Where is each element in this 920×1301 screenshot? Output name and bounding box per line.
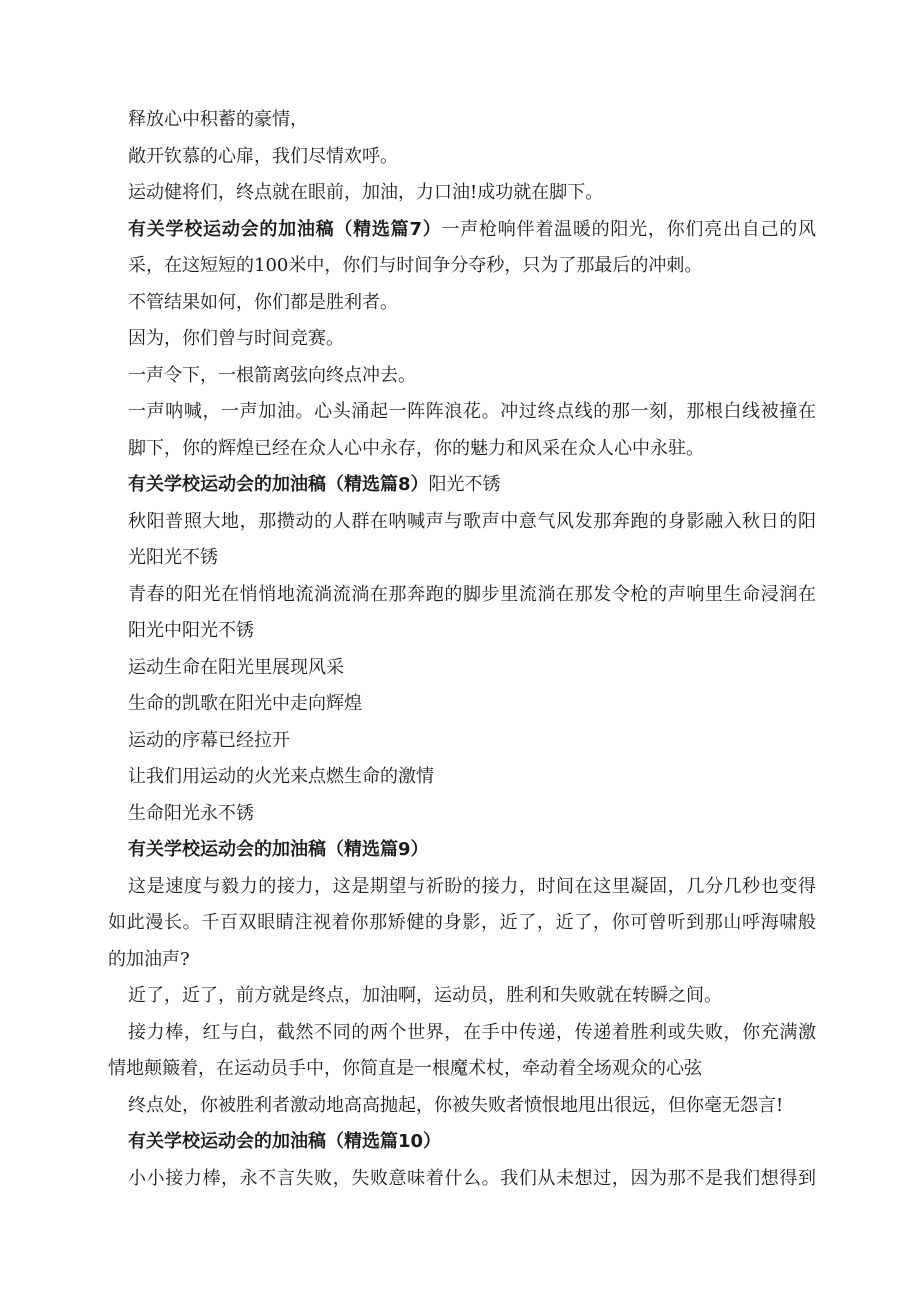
section-heading-8: 有关学校运动会的加油稿（精选篇8） xyxy=(128,474,429,495)
text-line-justified xyxy=(128,875,816,899)
text-line-justified xyxy=(128,1021,816,1045)
text-line: 不管结果如何，你们都是胜利者。 xyxy=(128,292,398,313)
text-line: 采，在这短短的100米中，你们与时间争分夺秒，只为了那最后的冲刺。 xyxy=(128,255,703,276)
text-line: 一声令下，一根箭离弦向终点冲去。 xyxy=(128,365,416,386)
text-line-justified xyxy=(128,1167,816,1191)
text-line: 一声呐喊，一声加油。心头涌起一阵阵浪花。冲过终点线的那一刻，那根白线被撞在 xyxy=(128,401,816,422)
text-line: 让我们用运动的火光来点燃生命的激情 xyxy=(128,766,434,787)
section-7-paragraph-first-line xyxy=(128,218,816,242)
text-line: 生命的凯歌在阳光中走向辉煌 xyxy=(128,693,362,714)
text-line: 运动健将们，终点就在眼前，加油，力口油!成功就在脚下。 xyxy=(128,182,604,203)
text-line: 这是速度与毅力的接力，这是期望与祈盼的接力，时间在这里凝固，几分几秒也变得 xyxy=(128,876,816,897)
text-line: 因为，你们曾与时间竞赛。 xyxy=(128,328,344,349)
text-line-justified xyxy=(128,583,816,607)
text-line-justified xyxy=(108,911,816,935)
text-line-justified xyxy=(128,510,816,534)
text-line: 生命阳光永不锈 xyxy=(128,803,254,824)
text-line: 如此漫长。千百双眼睛注视着你那矫健的身影，近了，近了，你可曾听到那山呼海啸般 xyxy=(108,912,816,933)
text-line: 情地颠簸着，在运动员手中，你简直是一根魔术杖，牵动着全场观众的心弦 xyxy=(108,1058,702,1079)
text-line: 运动生命在阳光里展现风采 xyxy=(128,657,344,678)
text-line: 阳光不锈 xyxy=(428,474,501,495)
text-line: 阳光中阳光不锈 xyxy=(128,620,254,641)
section-heading-9: 有关学校运动会的加油稿（精选篇9） xyxy=(128,839,429,860)
text-line: 释放心中积蓄的豪情， xyxy=(128,109,308,130)
text-line: 光阳光不锈 xyxy=(128,547,218,568)
text-line: 脚下，你的辉煌已经在众人心中永存，你的魅力和风采在众人心中永驻。 xyxy=(128,438,704,459)
text-line: 小小接力棒，永不言失败，失败意味着什么。我们从未想过，因为那不是我们想得到 xyxy=(128,1168,816,1189)
text-line: 一声枪响伴着温暖的阳光，你们亮出自己的风 xyxy=(441,219,816,240)
text-line: 终点处，你被胜利者激动地高高抛起，你被失败者愤恨地甩出很远，但你毫无怨言! xyxy=(128,1095,784,1116)
section-8-heading-line xyxy=(128,473,501,497)
text-line: 敞开钦慕的心扉，我们尽情欢呼。 xyxy=(128,146,398,167)
text-line: 秋阳普照大地，那攒动的人群在呐喊声与歌声中意气风发那奔跑的身影融入秋日的阳 xyxy=(128,511,816,532)
section-heading-7: 有关学校运动会的加油稿（精选篇7） xyxy=(128,219,442,240)
section-heading-10: 有关学校运动会的加油稿（精选篇10） xyxy=(128,1131,442,1152)
text-line: 青春的阳光在悄悄地流淌流淌在那奔跑的脚步里流淌在那发令枪的声响里生命浸润在 xyxy=(128,584,816,605)
text-line-justified xyxy=(128,400,816,424)
text-line: 的加油声? xyxy=(108,949,190,970)
text-line: 运动的序幕已经拉开 xyxy=(128,730,290,751)
text-line: 近了，近了，前方就是终点，加油啊，运动员，胜利和失败就在转瞬之间。 xyxy=(128,985,722,1006)
text-line: 接力棒，红与白，截然不同的两个世界，在手中传递，传递着胜利或失败，你充满激 xyxy=(128,1022,816,1043)
